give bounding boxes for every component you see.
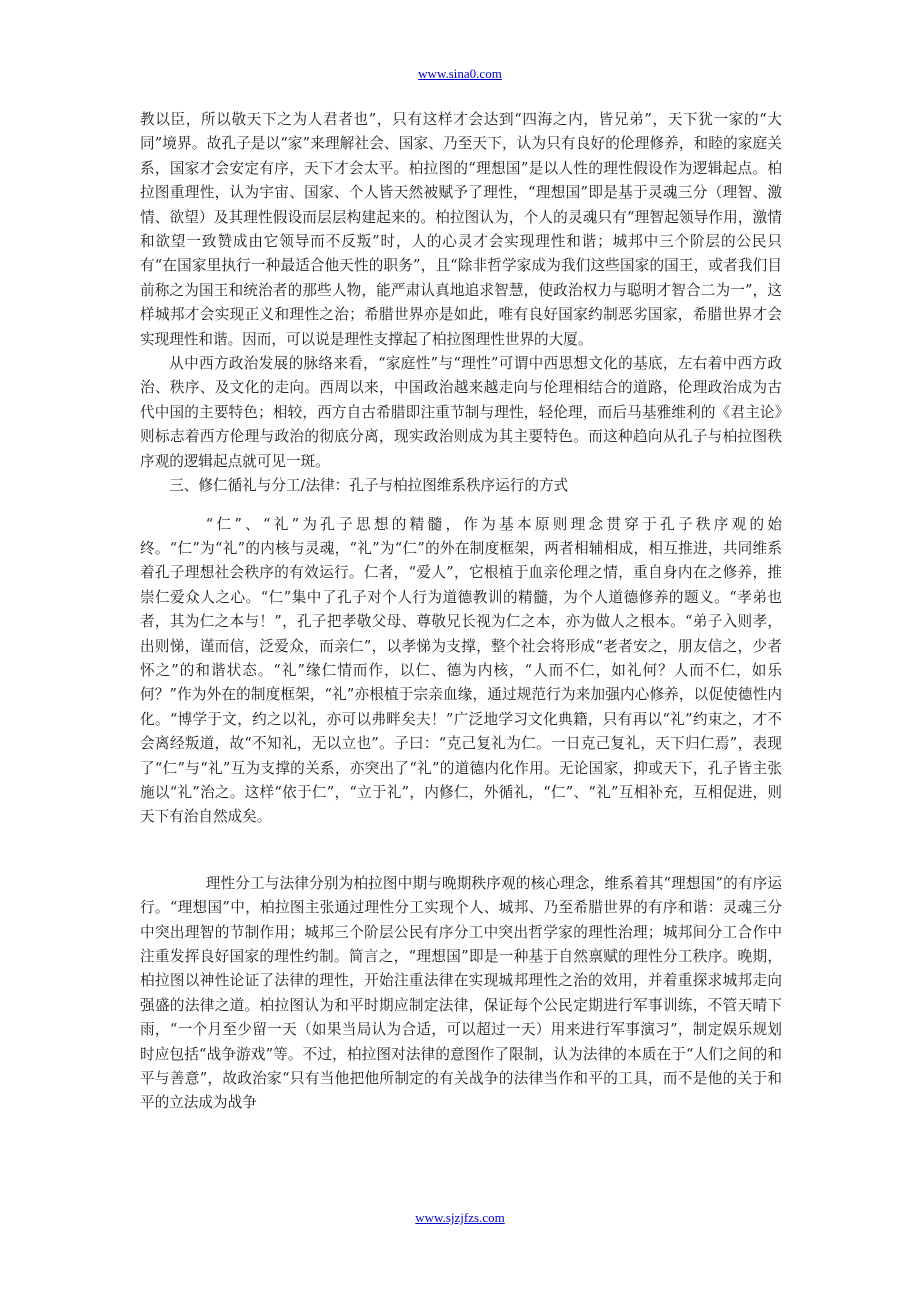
footer-site-link[interactable]: www.sjzjfzs.com <box>415 1210 505 1225</box>
paragraph-plato-division-law: 理性分工与法律分别为柏拉图中期与晚期秩序观的核心理念，维系着其“理想国”的有序运行。“理想国”中，柏拉图主张通过理性分工实现个人、城邦、乃至希腊世界的有序和谐：灵魂三分中突出理智的节制作用；城邦三个阶层公民有序分工中突出哲学家的理性治理；城邦间分工合作中注重发挥良好国家的理性约制。简言之，“理想国”即是一种基于自然禀赋的理性分工秩序。晚期，柏拉图以神性论证了法律的理性，开始注重法律在实现城邦理性之治的效用，并着重探求城邦走向强盛的法律之道。柏拉图认为和平时期应制定法律，保证每个公民定期进行军事训练，不管天晴下雨，“一个月至少留一天（如果当局认为合适，可以超过一天）用来进行军事演习”，制定娱乐规划时应包括“战争游戏”等。不过，柏拉图对法律的意图作了限制，认为法律的本质在于“人们之间的和平与善意”，故政治家“只有当他把他所制定的有关战争的法律当作和平的工具，而不是他的关于和平的立法成为战争 <box>140 874 782 1112</box>
paragraph-comparison: 从中西方政治发展的脉络来看，“家庭性”与“理性”可谓中西思想文化的基底，左右着中西方政治、秩序、及文化的走向。西周以来，中国政治越来越走向与伦理相结合的道路，伦理政治成为古代中国的主要特色；相较，西方自古希腊即注重节制与理性，轻伦理，而后马基雅维利的《君主论》则标志着西方伦理与政治的彻底分离，现实政治则成为其主要特色。而这种趋向从孔子与柏拉图秩序观的逻辑起点就可见一斑。 <box>140 355 782 470</box>
section-heading: 三、修仁循礼与分工/法律：孔子与柏拉图维系秩序运行的方式 <box>169 477 569 495</box>
document-body <box>140 108 782 1116</box>
paragraph-confucius-ren-li: “仁”、“礼”为孔子思想的精髓，作为基本原则理念贯穿于孔子秩序观的始终。“仁”为“礼”的内核与灵魂，“礼”为“仁”的外在制度框架，两者相辅相成，相互推进，共同维系着孔子理想社会秩序的有效运行。仁者，“爱人”，它根植于血亲伦理之情，重自身内在之修养，推崇仁爱众人之心。“仁”集中了孔子对个人行为道德教训的精髓，为个人道德修养的题义。“孝弟也者，其为仁之本与！”，孔子把孝敬父母、尊敬兄长视为仁之本，亦为做人之根本。“弟子入则孝，出则悌，谨而信，泛爱众，而亲仁”，以孝悌为支撑，整个社会将形成“老者安之，朋友信之，少者怀之”的和谐状态。“礼”缘仁情而作，以仁、德为内核，“人而不仁，如礼何？人而不仁，如乐何？”作为外在的制度框架，“礼”亦根植于宗亲血缘，通过规范行为来加强内心修养，以促使德性内化。“博学于文，约之以礼，亦可以弗畔矣夫！”广泛地学习文化典籍，只有再以“礼”约束之，才不会离经叛道，故“不知礼，无以立也”。子曰：“克己复礼为仁。一日克己复礼，天下归仁焉”，表现了“仁”与“礼”互为支撑的关系，亦突出了“礼”的道德内化作用。无论国家，抑或天下，孔子皆主张施以“礼”治之。这样“依于仁”，“立于礼”，内修仁，外循礼，“仁”、“礼”互相补充，互相促进，则天下有治自然成矣。 <box>140 515 782 826</box>
paragraph-continuation: 教以臣，所以敬天下之为人君者也”，只有这样才会达到“四海之内，皆兄弟”，天下犹一家的“大同”境界。故孔子是以“家”来理解社会、国家、乃至天下，认为只有良好的伦理修养，和睦的家庭关系，国家才会安定有序，天下才会太平。柏拉图的“理想国”是以人性的理性假设作为逻辑起点。柏拉图重理性，认为宇宙、国家、个人皆天然被赋予了理性，“理想国”即是基于灵魂三分（理智、激情、欲望）及其理性假设而层层构建起来的。柏拉图认为，个人的灵魂只有“理智起领导作用，激情和欲望一致赞成由它领导而不反叛”时，人的心灵才会实现理性和谐；城邦中三个阶层的公民只有“在国家里执行一种最适合他天性的职务”，且“除非哲学家成为我们这些国家的国王，或者我们目前称之为国王和统治者的那些人物，能严肃认真地追求智慧，使政治权力与聪明才智合二为一”，这样城邦才会实现正义和理性之治；希腊世界亦是如此，唯有良好国家约制恶劣国家，希腊世界才会实现理性和谐。因而，可以说是理性支撑起了柏拉图理性世界的大厦。 <box>140 111 782 348</box>
spacer <box>140 830 782 872</box>
spacer <box>140 499 782 513</box>
header-site-link[interactable]: www.sina0.com <box>418 66 502 81</box>
